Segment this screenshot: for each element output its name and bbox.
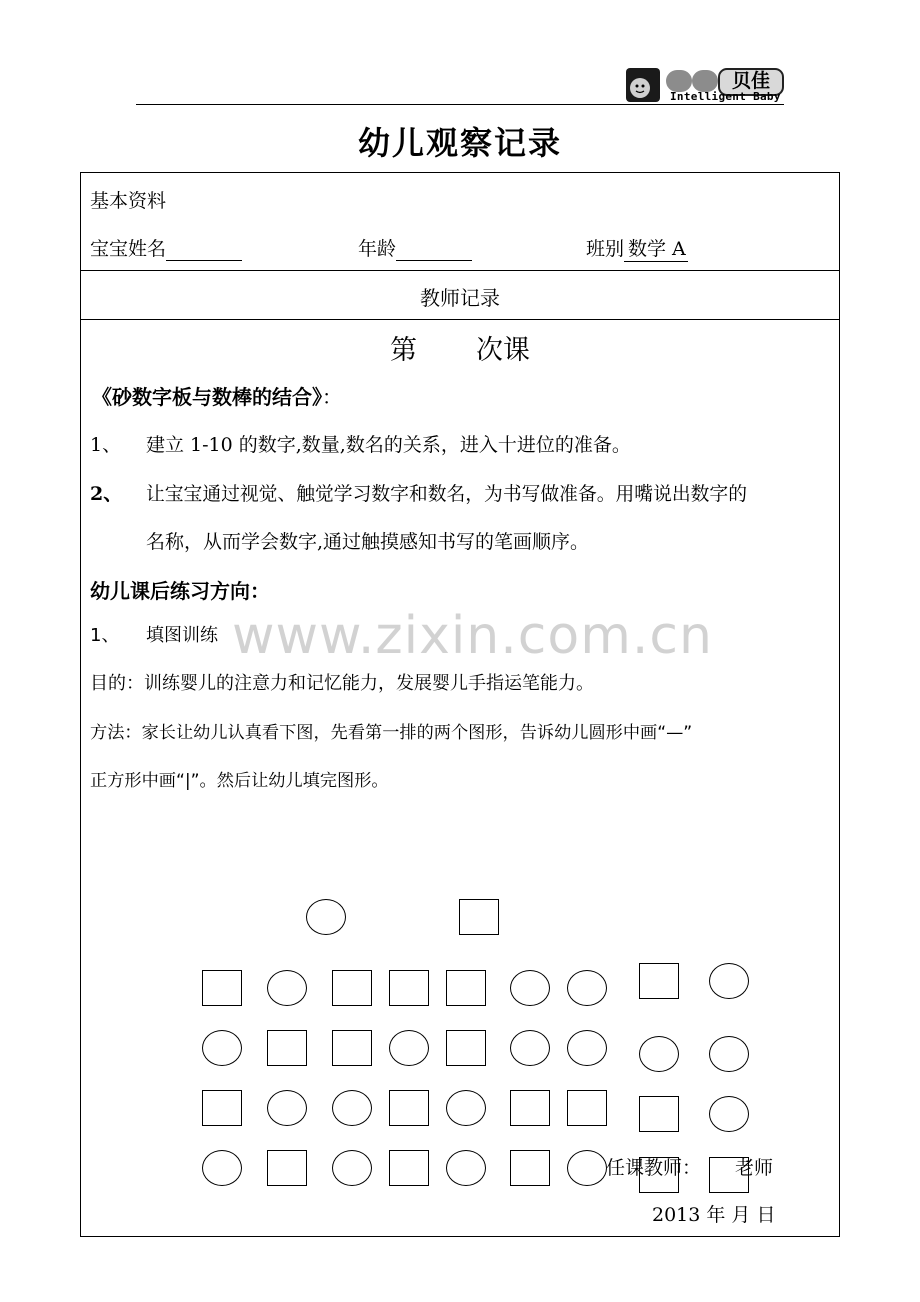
header-rule (136, 104, 784, 105)
practice-item-number: 1、 (90, 625, 120, 646)
teacher-record-heading: 教师记录 (420, 286, 500, 310)
teacher-label: 任课教师： (606, 1157, 702, 1179)
age-label: 年龄 (358, 238, 397, 260)
baby-name-field (90, 234, 242, 261)
lesson-topic-colon: ： (322, 385, 342, 409)
lesson-topic-title: 《砂数字板与数棒的结合》 (92, 385, 322, 409)
teacher-value: 老师 (735, 1157, 774, 1179)
table-divider (80, 270, 840, 271)
basic-info-heading: 基本资料 (90, 190, 167, 212)
baby-name-blank (166, 238, 242, 261)
goal-1-number: 1、 (90, 434, 122, 456)
class-field (586, 234, 688, 262)
logo-brand-text: 贝佳 (718, 68, 784, 96)
age-blank (396, 238, 472, 261)
goal-2-number: 2、 (90, 483, 123, 505)
logo-blob-shape (692, 70, 718, 92)
practice-item-text: 填图训练 (146, 625, 218, 646)
lesson-number-prefix: 第 (390, 335, 417, 366)
teacher-signature (606, 1153, 773, 1180)
practice-heading: 幼儿课后练习方向： (90, 579, 270, 603)
record-date: 2013 年 月 日 (652, 1204, 776, 1226)
page-title: 幼儿观察记录 (357, 124, 562, 162)
class-label: 班别 (586, 238, 625, 260)
table-divider (80, 319, 840, 320)
goal-2-text: 让宝宝通过视觉、触觉学习数字和数名，为书写做准备。用嘴说出数字的 (146, 484, 747, 505)
lesson-number-suffix: 次课 (476, 335, 530, 366)
age-field (358, 234, 472, 261)
practice-method-line-1: 方法：家长让幼儿认真看下图，先看第一排的两个图形，告诉幼儿圆形中画“—” (90, 723, 693, 743)
lesson-topic (92, 381, 342, 410)
logo-blob-shape (666, 70, 692, 92)
logo-subtitle: Intelligent Baby (670, 90, 781, 103)
goal-2-text-continued: 名称，从而学会数字,通过触摸感知书写的笔画顺序。 (146, 531, 590, 553)
sun-face-icon (626, 68, 660, 102)
goal-1-text: 建立 1-10 的数字,数量,数名的关系，进入十进位的准备。 (146, 434, 631, 456)
record-table (80, 172, 840, 1237)
class-value: 数学 A (624, 234, 688, 262)
watermark: www.zixin.com.cn (232, 606, 713, 666)
baby-name-label: 宝宝姓名 (90, 238, 167, 260)
practice-purpose: 目的：训练婴儿的注意力和记忆能力，发展婴儿手指运笔能力。 (90, 673, 594, 694)
practice-method-line-2: 正方形中画“|”。然后让幼儿填完图形。 (90, 771, 389, 791)
brand-logo (626, 68, 786, 106)
